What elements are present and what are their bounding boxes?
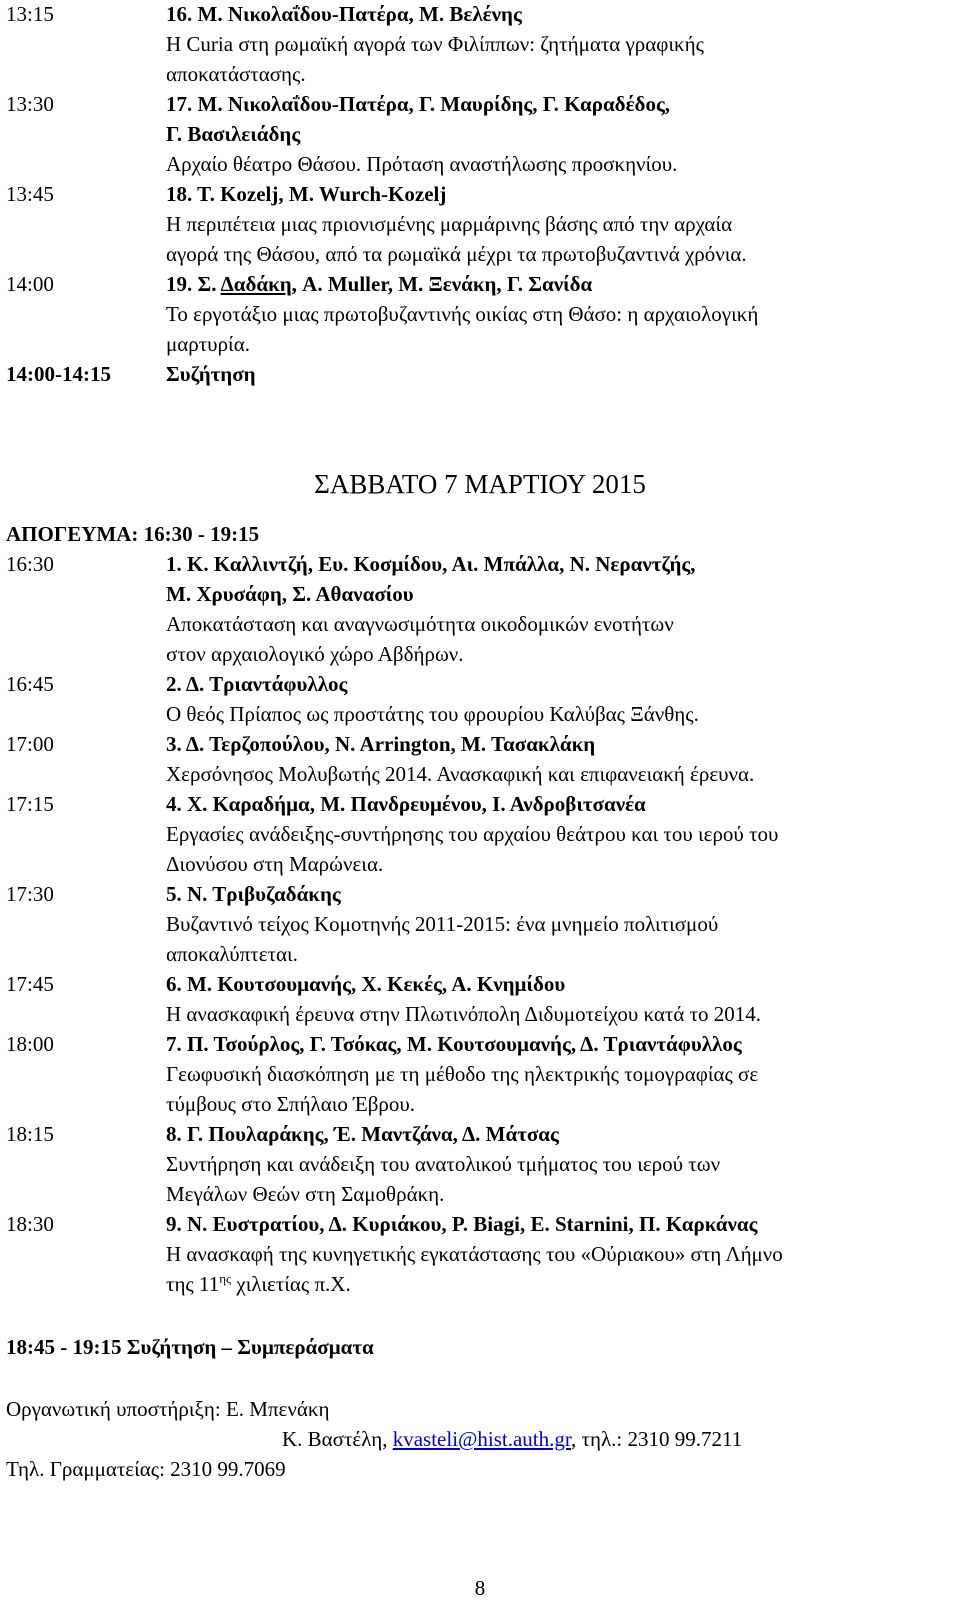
page-number: 8 (474, 1576, 486, 1600)
authors: 18. Τ. Kozelj, M. Wurch-Kozelj (166, 182, 447, 206)
talk-title: Η ανασκαφή της κυνηγετικής εγκατάστασης του «Ούριακου» στη Λήμνο (166, 1242, 783, 1266)
contact-phone: , τηλ.: 2310 99.7211 (571, 1427, 743, 1451)
authors: Γ. Βασιλειάδης (166, 122, 301, 146)
closing-discussion: 18:45 - 19:15 Συζήτηση – Συμπεράσματα (6, 1335, 374, 1359)
time-slot: 14:00 (6, 272, 54, 296)
talk-title: Συντήρηση και ανάδειξη του ανατολικού τμήματος του ιερού των (166, 1152, 721, 1176)
time-slot: 17:30 (6, 882, 54, 906)
talk-title: Εργασίες ανάδειξης-συντήρησης του αρχαίου θεάτρου και του ιερού του (166, 822, 779, 846)
authors: 9. Ν. Ευστρατίου, Δ. Κυριάκου, P. Biagi, E. Starnini, Π. Καρκάνας (166, 1212, 758, 1236)
time-slot: 16:30 (6, 552, 54, 576)
talk-title: αποκατάστασης. (166, 62, 306, 86)
talk-title: τύμβους στο Σπήλαιο Έβρου. (166, 1092, 416, 1116)
talk-title: Διονύσου στη Μαρώνεια. (166, 852, 384, 876)
authors: Μ. Χρυσάφη, Σ. Αθανασίου (166, 582, 414, 606)
talk-title: Αποκατάσταση και αναγνωσιμότητα οικοδομικών ενοτήτων (166, 612, 674, 636)
discussion-label: Συζήτηση (166, 362, 256, 386)
authors: 2. Δ. Τριαντάφυλλος (166, 672, 348, 696)
talk-title: Η ανασκαφική έρευνα στην Πλωτινόπολη Διδυμοτείχου κατά το 2014. (166, 1002, 762, 1026)
talk-title: Χερσόνησος Μολυβωτής 2014. Ανασκαφική και επιφανειακή έρευνα. (166, 762, 755, 786)
talk-title: Μεγάλων Θεών στη Σαμοθράκη. (166, 1182, 445, 1206)
time-slot: 17:45 (6, 972, 54, 996)
authors: 6. Μ. Κουτσουμανής, Χ. Κεκές, Α. Κνημίδου (166, 972, 566, 996)
talk-title: μαρτυρία. (166, 332, 250, 356)
authors: 1. Κ. Καλλιντζή, Ευ. Κοσμίδου, Αι. Μπάλλα, Ν. Νεραντζής, (166, 552, 696, 576)
contact-email-link[interactable]: kvasteli@hist.auth.gr (392, 1427, 572, 1451)
talk-title: Το εργοτάξιο μιας πρωτοβυζαντινής οικίας στη Θάσο: η αρχαιολογική (166, 302, 759, 326)
contact-line (282, 1427, 742, 1451)
authors: 5. Ν. Τριβυζαδάκης (166, 882, 341, 906)
talk-title: στον αρχαιολογικό χώρο Αβδήρων. (166, 642, 464, 666)
time-slot: 13:45 (6, 182, 54, 206)
afternoon-label: ΑΠΟΓΕΥΜΑ: 16:30 - 19:15 (6, 522, 260, 546)
secretariat-phone: Τηλ. Γραμματείας: 2310 99.7069 (6, 1457, 286, 1481)
authors-underlined: Δαδάκη (220, 272, 292, 296)
authors: 3. Δ. Τερζοπούλου, N. Arrington, Μ. Τασακλάκη (166, 732, 596, 756)
talk-title (166, 1272, 351, 1296)
talk-title: Αρχαίο θέατρο Θάσου. Πρόταση αναστήλωσης προσκηνίου. (166, 152, 678, 176)
title-part: της 11 (166, 1272, 220, 1296)
talk-title: αποκαλύπτεται. (166, 942, 298, 966)
time-slot: 17:15 (6, 792, 54, 816)
time-slot: 18:00 (6, 1032, 54, 1056)
talk-title: Γεωφυσική διασκόπηση με τη μέθοδο της ηλεκτρικής τομογραφίας σε (166, 1062, 759, 1086)
authors: 4. Χ. Καραδήμα, Μ. Πανδρευμένου, Ι. Ανδροβιτσανέα (166, 792, 646, 816)
discussion-time: 14:00-14:15 (6, 362, 111, 386)
organizational-support: Οργανωτική υποστήριξη: Ε. Μπενάκη (6, 1397, 330, 1421)
time-slot: 17:00 (6, 732, 54, 756)
authors: 8. Γ. Πουλαράκης, Έ. Μαντζάνα, Δ. Μάτσας (166, 1122, 559, 1146)
authors-part: , A. Muller, M. Ξενάκη, Γ. Σανίδα (291, 272, 593, 296)
time-slot: 13:15 (6, 2, 54, 26)
talk-title: Η Curia στη ρωμαϊκή αγορά των Φιλίππων: ζητήματα γραφικής (166, 32, 704, 56)
time-slot: 18:30 (6, 1212, 54, 1236)
authors: 16. Μ. Νικολαΐδου-Πατέρα, Μ. Βελένης (166, 2, 522, 26)
talk-title: Βυζαντινό τείχος Κομοτηνής 2011-2015: ένα μνημείο πολιτισμού (166, 912, 719, 936)
day-heading: ΣΑΒΒΑΤΟ 7 ΜΑΡΤΙΟΥ 2015 (314, 469, 646, 499)
title-part: χιλιετίας π.Χ. (231, 1272, 351, 1296)
ordinal-superscript: ης (219, 1271, 232, 1286)
talk-title: Ο θεός Πρίαπος ως προστάτης του φρουρίου Καλύβας Ξάνθης. (166, 702, 699, 726)
time-slot: 18:15 (6, 1122, 54, 1146)
time-slot: 16:45 (6, 672, 54, 696)
authors: 7. Π. Τσούρλος, Γ. Τσόκας, Μ. Κουτσουμανής, Δ. Τριαντάφυλλος (166, 1032, 742, 1056)
authors (166, 272, 592, 296)
time-slot: 13:30 (6, 92, 54, 116)
talk-title: αγορά της Θάσου, από τα ρωμαϊκά μέχρι τα πρωτοβυζαντινά χρόνια. (166, 242, 747, 266)
talk-title: Η περιπέτεια μιας πριονισμένης μαρμάρινης βάσης από την αρχαία (166, 212, 733, 236)
authors-part: 19. Σ. (166, 272, 221, 296)
authors: 17. Μ. Νικολαΐδου-Πατέρα, Γ. Μαυρίδης, Γ. Καραδέδος, (166, 92, 671, 116)
contact-name: Κ. Βαστέλη, (282, 1427, 393, 1451)
